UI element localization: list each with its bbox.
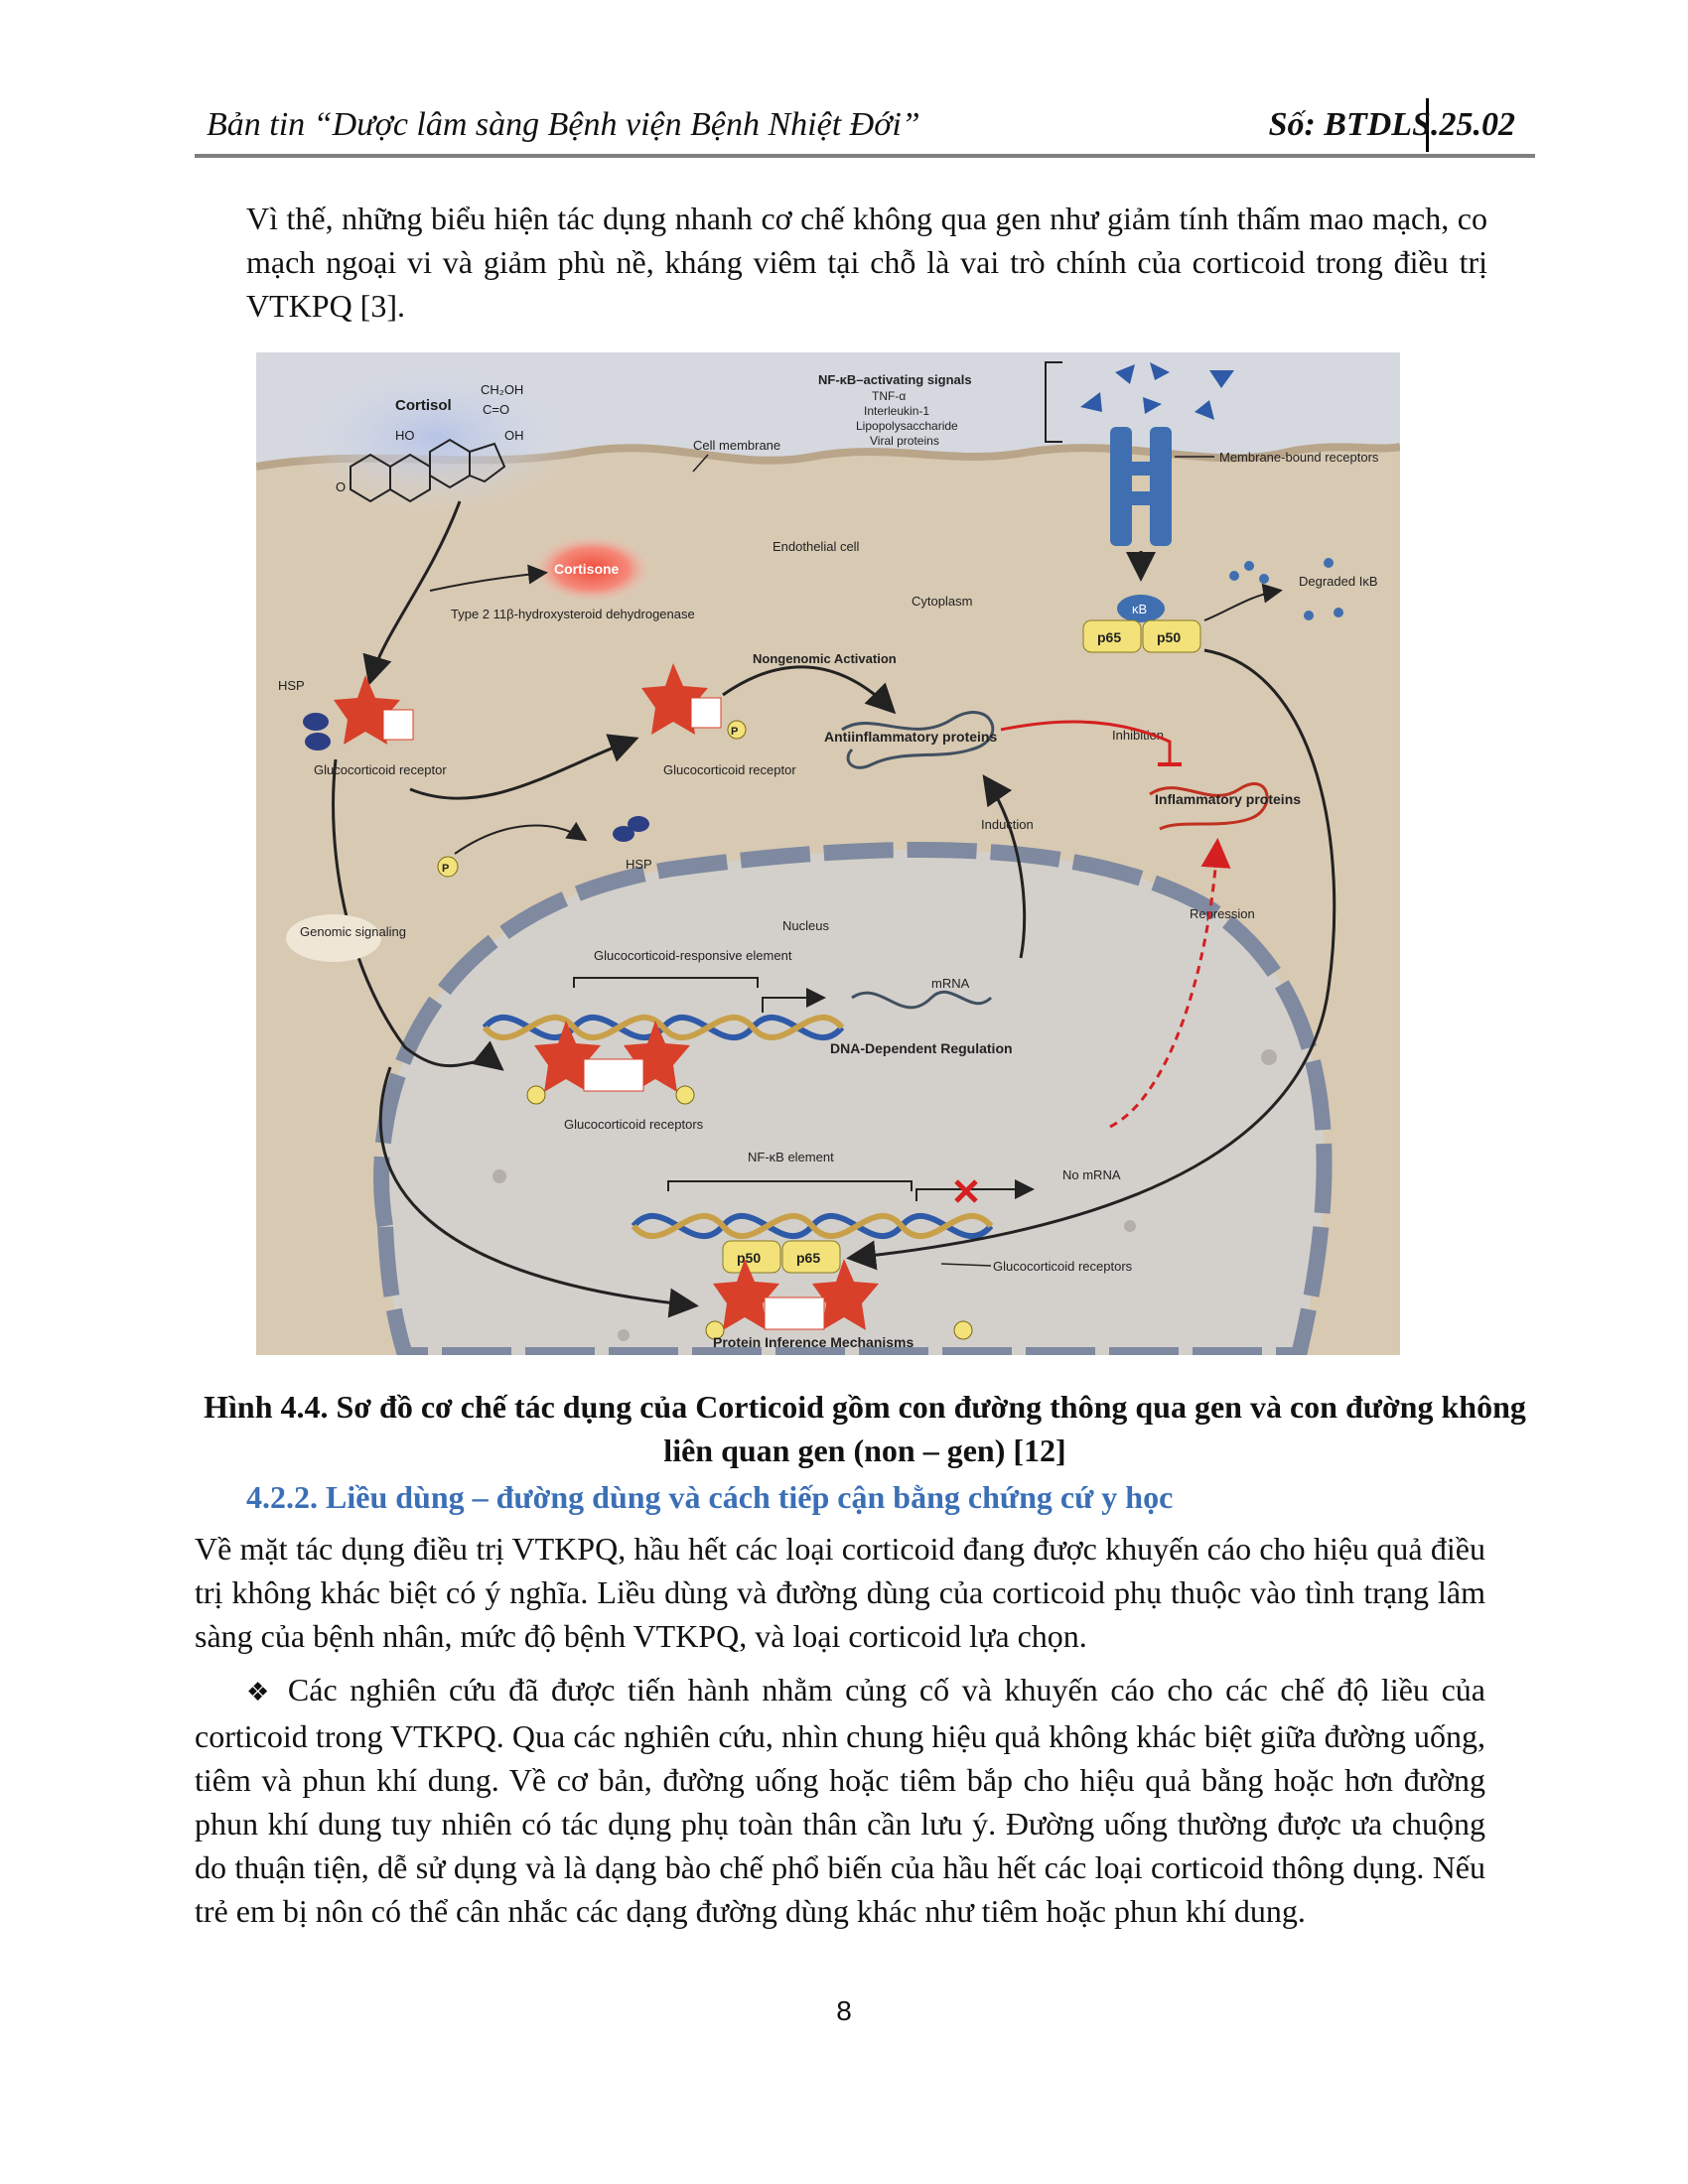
ho-label: HO [395, 428, 415, 443]
genomic-label: Genomic signaling [300, 924, 406, 939]
co-label: C=O [483, 402, 510, 417]
membrane-receptors-label: Membrane-bound receptors [1219, 450, 1379, 465]
nucleus-speck [492, 1169, 506, 1183]
gc-receptors-label: Glucocorticoid receptors [564, 1117, 704, 1132]
nfkb-element-label: NF-κB element [748, 1150, 834, 1164]
anti-proteins-label: Antiinflammatory proteins [824, 729, 998, 745]
section-heading: 4.2.2. Liều dùng – đường dùng và cách tiếp cận bằng chứng cứ y học [246, 1479, 1174, 1515]
enzyme-label: Type 2 11β-hydroxysteroid dehydrogenase [451, 607, 695, 621]
intro-paragraph: Vì thế, những biểu hiện tác dụng nhanh cơ chế không qua gen như giảm tính thấm mao mạch, co mạch ngoại vi và giảm phù nề, kháng viêm tại chỗ là vai trò chính của corticoid trong điều trị VTKPQ [3]. [246, 201, 1487, 324]
oh-label: OH [504, 428, 524, 443]
ch2oh-label: CH₂OH [481, 382, 524, 397]
gc-receptors-label: Glucocorticoid receptors [993, 1259, 1133, 1274]
degraded-ikb-label: Degraded IκB [1299, 574, 1378, 589]
cortisone-label: Cortisone [554, 561, 620, 577]
induction-label: Induction [981, 817, 1034, 832]
p50-label: p50 [1157, 629, 1182, 645]
nucleus-speck [1124, 1220, 1136, 1232]
o-label: O [336, 479, 347, 494]
bullet-icon: ❖ [246, 1678, 274, 1707]
endothelial-cell-label: Endothelial cell [773, 539, 860, 554]
figure-caption: Hình 4.4. Sơ đồ cơ chế tác dụng của Corticoid gồm con đường thông qua gen và con đường không liên quan gen (non – gen) [12] [204, 1389, 1526, 1468]
gc-receptor-label: Glucocorticoid receptor [314, 762, 447, 777]
p-badge: P [731, 726, 739, 738]
hsp-label: HSP [626, 857, 652, 872]
paragraph-dosage: Về mặt tác dụng điều trị VTKPQ, hầu hết các loại corticoid đang được khuyến cáo cho hiệu quả điều trị không khác biệt có ý nghĩa. Liều dùng và đường dùng của corticoid phụ thuộc vào tình trạng lâm sàng của bệnh nhân, mức độ bệnh VTKPQ, và loại corticoid lựa chọn. [195, 1531, 1485, 1654]
cortisol-label: Cortisol [395, 397, 452, 414]
hsp-label: HSP [278, 678, 305, 693]
cell-membrane-label: Cell membrane [693, 438, 781, 453]
p-badge: P [442, 863, 450, 875]
signal-item: Viral proteins [870, 434, 939, 448]
hsp-dot [628, 816, 649, 832]
repression-label: Repression [1190, 906, 1255, 921]
page-header [195, 94, 1535, 156]
signal-item: Interleukin-1 [864, 404, 930, 418]
signal-item: TNF-α [872, 389, 907, 403]
issue-number: Số: BTDLS.25.02 [1268, 106, 1515, 143]
kb-label: κB [1132, 602, 1148, 616]
nongenomic-label: Nongenomic Activation [753, 651, 897, 666]
protein-inference-label: Protein Inference Mechanisms [713, 1334, 914, 1350]
inflam-proteins-label: Inflammatory proteins [1155, 791, 1302, 807]
paragraph-studies [195, 1668, 1485, 1933]
signals-title: NF-κB–activating signals [818, 372, 972, 387]
gc-receptor-label: Glucocorticoid receptor [663, 762, 796, 777]
p50-label: p50 [737, 1250, 762, 1266]
mrna-label: mRNA [931, 976, 970, 991]
inhibition-label: Inhibition [1112, 728, 1165, 743]
nucleus-label: Nucleus [782, 918, 829, 933]
p65-label: p65 [1097, 629, 1122, 645]
p65-label: p65 [796, 1250, 821, 1266]
bulletin-title: Bản tin “Dược lâm sàng Bệnh viện Bệnh Nhiệt Đới” [207, 106, 920, 143]
signal-item: Lipopolysaccharide [856, 419, 958, 433]
nucleus-speck [1261, 1049, 1277, 1065]
corticoid-mechanism-figure [256, 352, 1400, 1355]
gre-label: Glucocorticoid-responsive element [594, 948, 792, 963]
paragraph-studies-text: Các nghiên cứu đã được tiến hành nhằm củng cố và khuyến cáo cho các chế độ liều của corticoid trong VTKPQ. Qua các nghiên cứu, nhìn chung hiệu quả không khác biệt giữa đường uống, tiêm và phun khí dung. Về cơ bản, đường uống hoặc tiêm bắp cho hiệu quả bằng hoặc hơn đường phun khí dung tuy nhiên có tác dụng phụ toàn thân cần lưu ý. Đường uống thường được ưa chuộng do thuận tiện, dễ sử dụng và là dạng bào chế phổ biến của hầu hết các loại corticoid thông dụng. Nếu trẻ em bị nôn có thể cân nhắc các dạng đường dùng khác như tiêm hoặc phun khí dung. [195, 1672, 1486, 1929]
cytoplasm-label: Cytoplasm [912, 594, 973, 609]
cortisol-glow [286, 357, 584, 516]
no-mrna-label: No mRNA [1062, 1167, 1121, 1182]
nucleus-speck [618, 1329, 630, 1341]
page-number: 8 [836, 1995, 852, 2026]
header-rule [195, 154, 1535, 158]
mechanism-diagram [256, 352, 1400, 1355]
dna-dep-label: DNA-Dependent Regulation [830, 1040, 1013, 1056]
